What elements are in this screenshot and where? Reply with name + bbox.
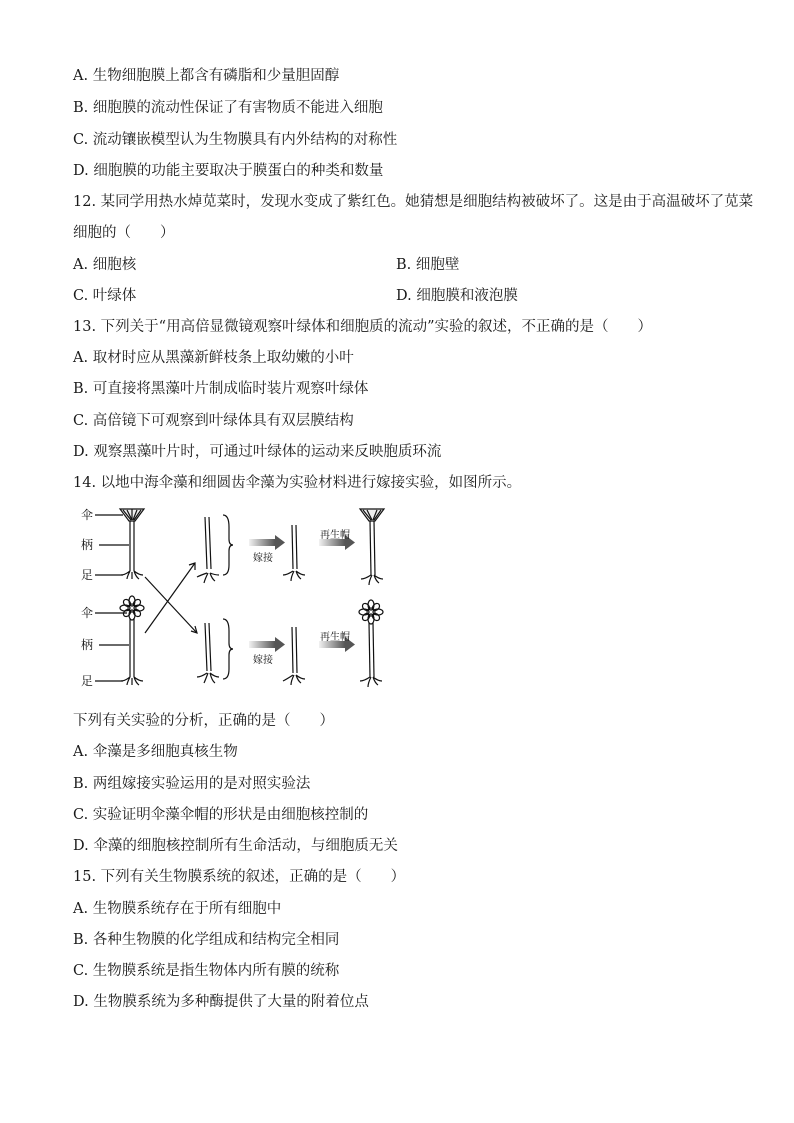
q12-stem-line2: 细胞的（ ） bbox=[73, 225, 175, 241]
top-label-cap: 伞 bbox=[81, 508, 94, 522]
q14-option-c: C. 实验证明伞藻伞帽的形状是由细胞核控制的 bbox=[73, 807, 369, 823]
q11-option-c: C. 流动镶嵌模型认为生物膜具有内外结构的对称性 bbox=[73, 132, 398, 148]
q15-stem: 15. 下列有关生物膜系统的叙述，正确的是（ ） bbox=[73, 869, 406, 885]
q11-option-b: B. 细胞膜的流动性保证了有害物质不能进入细胞 bbox=[73, 100, 383, 116]
q15-option-c: C. 生物膜系统是指生物体内所有膜的统称 bbox=[73, 963, 340, 979]
q11-option-d: D. 细胞膜的功能主要取决于膜蛋白的种类和数量 bbox=[73, 163, 384, 179]
bottom-arrow-regen-label: 再生帽 bbox=[320, 632, 350, 643]
top-arrow-graft-label: 嫁接 bbox=[253, 553, 273, 564]
top-grafted-rhizoid bbox=[283, 571, 305, 581]
q12-option-c: C. 叶绿体 bbox=[73, 288, 137, 304]
q12-option-a: A. 细胞核 bbox=[73, 257, 137, 273]
bottom-rhizoid bbox=[121, 677, 143, 685]
q11-option-a: A. 生物细胞膜上都含有磷脂和少量胆固醇 bbox=[73, 68, 340, 84]
bottom-arrow-graft-label: 嫁接 bbox=[253, 655, 273, 666]
bottom-brace bbox=[223, 619, 233, 679]
bottom-graft-rhizoid bbox=[197, 673, 219, 683]
bottom-grafted-rhizoid bbox=[283, 675, 305, 685]
top-brace bbox=[223, 515, 233, 575]
q14-question: 下列有关实验的分析，正确的是（ ） bbox=[73, 713, 334, 729]
bottom-label-stalk: 柄 bbox=[81, 638, 94, 652]
q15-option-a: A. 生物膜系统存在于所有细胞中 bbox=[73, 901, 282, 917]
q13-stem: 13. 下列关于“用高倍显微镜观察叶绿体和细胞质的流动”实验的叙述，不正确的是（ ） bbox=[73, 319, 652, 335]
top-label-stalk: 柄 bbox=[81, 538, 94, 552]
q15-option-d: D. 生物膜系统为多种酶提供了大量的附着位点 bbox=[73, 994, 369, 1010]
top-label-foot: 足 bbox=[81, 568, 94, 582]
q12-option-b: B. 细胞壁 bbox=[396, 257, 460, 273]
q14-stem: 14. 以地中海伞藻和细圆齿伞藻为实验材料进行嫁接实验，如图所示。 bbox=[73, 475, 522, 491]
q12-option-d: D. 细胞膜和液泡膜 bbox=[396, 288, 518, 304]
q14-option-d: D. 伞藻的细胞核控制所有生命活动，与细胞质无关 bbox=[73, 838, 398, 854]
q13-option-d: D. 观察黑藻叶片时，可通过叶绿体的运动来反映胞质环流 bbox=[73, 444, 442, 460]
bottom-regen-cap bbox=[359, 600, 383, 624]
top-arrow-regen-label: 再生帽 bbox=[320, 530, 350, 541]
grafting-figure bbox=[73, 505, 393, 705]
q12-stem-line1: 12. 某同学用热水焯苋菜时，发现水变成了紫红色。她猜想是细胞结构被破坏了。这是由于高温破坏了苋菜 bbox=[73, 194, 754, 210]
q13-option-b: B. 可直接将黑藻叶片制成临时装片观察叶绿体 bbox=[73, 381, 369, 397]
bottom-cap-shape bbox=[120, 596, 144, 620]
q14-option-b: B. 两组嫁接实验运用的是对照实验法 bbox=[73, 776, 311, 792]
q14-option-a: A. 伞藻是多细胞真核生物 bbox=[73, 744, 238, 760]
top-regen-rhizoid bbox=[361, 575, 383, 585]
q13-option-a: A. 取材时应从黑藻新鲜枝条上取幼嫩的小叶 bbox=[73, 350, 354, 366]
bottom-label-cap: 伞 bbox=[81, 606, 94, 620]
grafting-diagram bbox=[73, 505, 393, 705]
bottom-regen-rhizoid bbox=[360, 677, 382, 687]
q15-option-b: B. 各种生物膜的化学组成和结构完全相同 bbox=[73, 932, 340, 948]
q13-option-c: C. 高倍镜下可观察到叶绿体具有双层膜结构 bbox=[73, 413, 354, 429]
top-graft-rhizoid bbox=[197, 573, 219, 583]
top-rhizoid bbox=[121, 571, 143, 579]
bottom-label-foot: 足 bbox=[81, 674, 94, 688]
